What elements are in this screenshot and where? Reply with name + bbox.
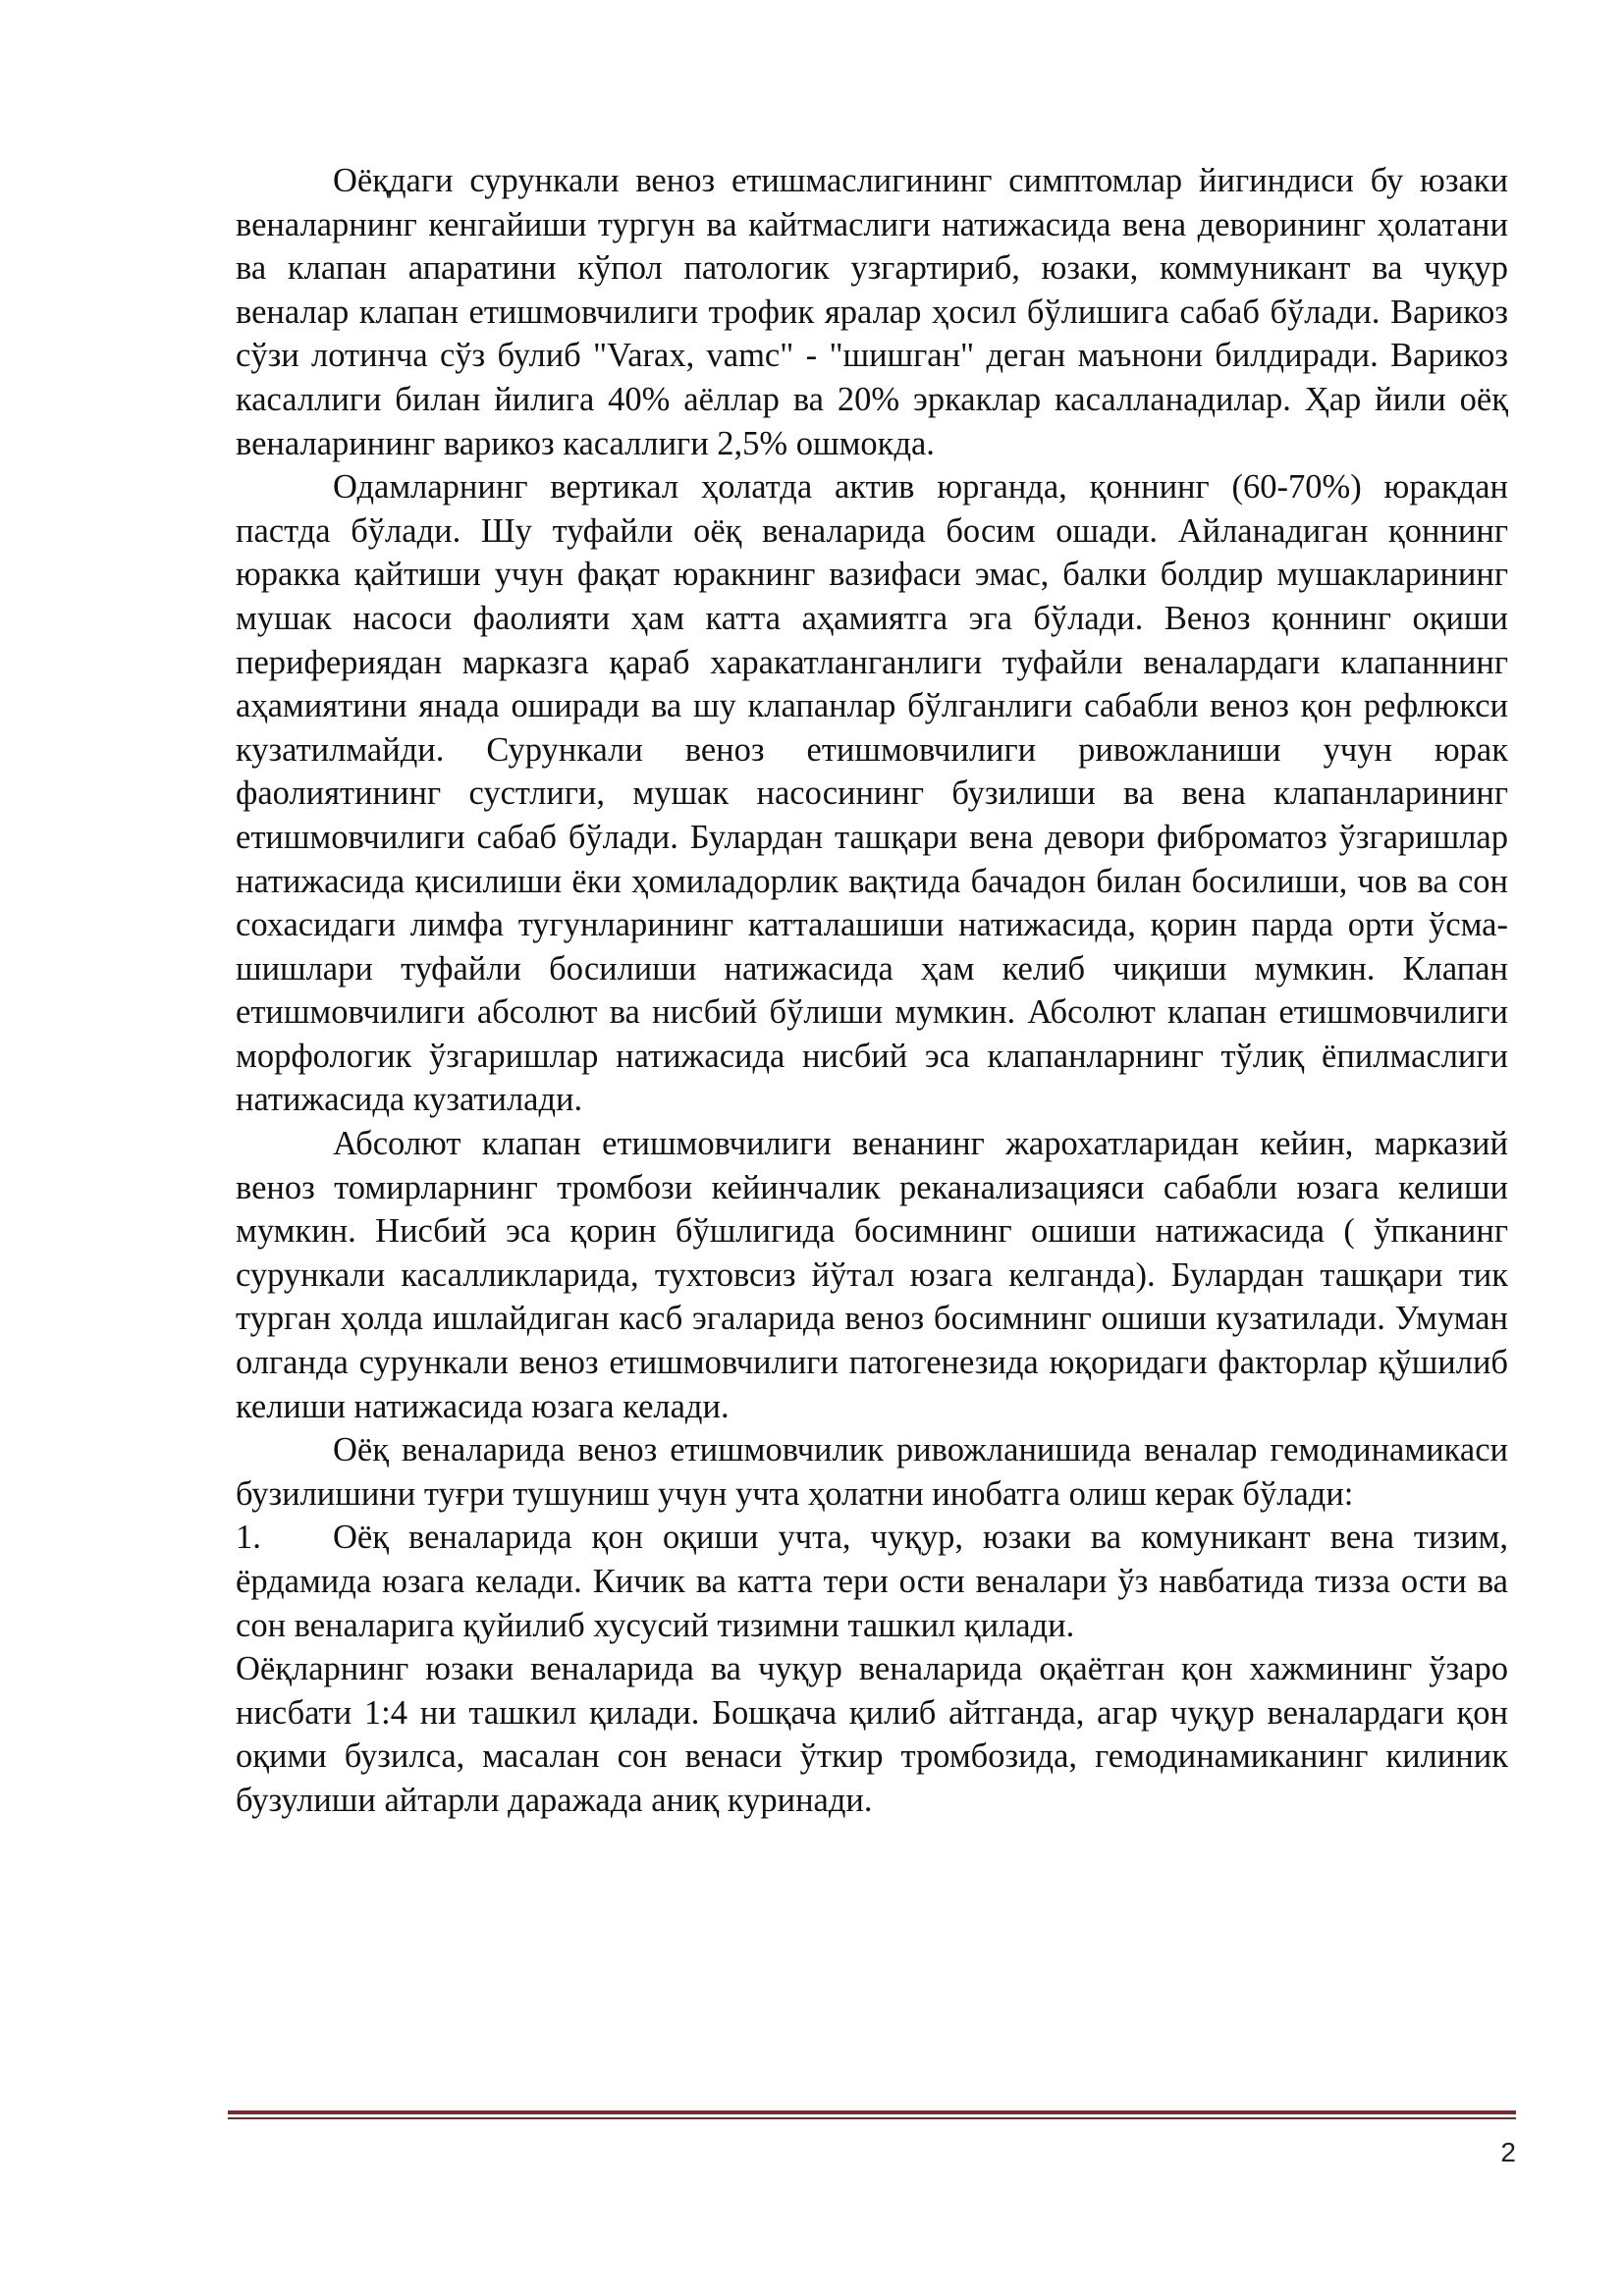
paragraph-5: Оёқларнинг юзаки веналарида ва чуқур веналарида оқаётган қон хажмининг ўзаро нисбати 1:4 ни ташкил қилади. Бошқача қилиб айтганда, агар чуқур веналардаги қон оқими бузилса, масалан сон венаси ўткир тромбозида, гемодинамиканинг килиник бузулиши айтарли даражада аниқ куринади.	[236, 1650, 1508, 1819]
footer-rule	[228, 2110, 1516, 2114]
paragraph-4: Оёқ веналарида веноз етишмовчилик ривожланишида веналар гемодинамикаси бузилишини туғри тушуниш учун учта ҳолатни инобатга олиш керак бўлади:	[236, 1431, 1508, 1513]
list-item-1	[236, 1516, 1508, 1647]
page-number: 2	[1500, 2137, 1516, 2167]
paragraph-1: Оёқдаги сурункали веноз етишмаслигининг симптомлар йигиндиси бу юзаки веналарнинг кенгайиши тургун ва кайтмаслиги натижасида вена деворининг ҳолатани ва клапан апаратини кўпол патологик узгартириб, юзаки, коммуникант ва чуқур веналар клапан етишмовчилиги трофик яралар ҳосил бўлишига сабаб бўлади. Варикоз сўзи лотинча сўз булиб "Varax, vamc" - "шишган" деган маънони билдиради. Варикоз касаллиги билан йилига 40% аёллар ва 20% эркаклар касалланадилар. Ҳар йили оёқ веналарининг варикоз касаллиги 2,5% ошмокда.	[236, 162, 1508, 462]
paragraph-3: Абсолют клапан етишмовчилиги венанинг жарохатларидан кейин, марказий веноз томирларнинг тромбози кейинчалик реканализацияси сабабли юзага келиши мумкин. Нисбий эса қорин бўшлигида босимнинг ошиши натижасида ( ўпканинг сурункали касалликларида, тухтовсиз йўтал юзага келганда). Булардан ташқари тик турган ҳолда ишлайдиган касб эгаларида веноз босимнинг ошиши кузатилади. Умуман олганда сурункали веноз етишмовчилиги патогенезида юқоридаги факторлар қўшилиб келиши натижасида юзага келади.	[236, 1125, 1508, 1425]
footer-rule-secondary	[228, 2117, 1516, 2119]
paragraph-2: Одамларнинг вертикал ҳолатда актив юрганда, қоннинг (60-70%) юракдан пастда бўлади. Шу туфайли оёқ веналарида босим ошади. Айланадиган қоннинг юракка қайтиши учун фақат юракнинг вазифаси эмас, балки болдир мушакларининг мушак насоси фаолияти ҳам катта аҳамиятга эга бўлади. Веноз қоннинг оқиши перифериядан марказга қараб харакатланганлиги туфайли веналардаги клапаннинг аҳамиятини янада оширади ва шу клапанлар бўлганлиги сабабли веноз қон рефлюкси кузатилмайди. Сурункали веноз етишмовчилиги ривожланиши учун юрак фаолиятининг сустлиги, мушак насосининг бузилиши ва вена клапанларининг етишмовчилиги сабаб бўлади. Булардан ташқари вена девори фиброматоз ўзгаришлар натижасида қисилиши ёки ҳомиладорлик вақтида бачадон билан босилиши, чов ва сон сохасидаги лимфа тугунларининг катталашиши натижасида, қорин парда орти ўсма-шишлари туфайли босилиши натижасида ҳам келиб чиқиши мумкин. Клапан етишмовчилиги абсолют ва нисбий бўлиши мумкин. Абсолют клапан етишмовчилиги морфологик ўзгаришлар натижасида нисбий эса клапанларнинг тўлиқ ёпилмаслиги натижасида кузатилади.	[236, 468, 1508, 1119]
list-item-number: 1.	[236, 1519, 261, 1557]
body-text	[236, 159, 1508, 1823]
list-item-text: Оёқ веналарида қон оқиши учта, чуқур, юзаки ва комуникант вена тизим, ёрдамида юзага келади. Кичик ва катта тери ости веналари ўз навбатида тизза ости ва сон веналарига қуйилиб хусусий тизимни ташкил қилади.	[236, 1519, 1508, 1644]
